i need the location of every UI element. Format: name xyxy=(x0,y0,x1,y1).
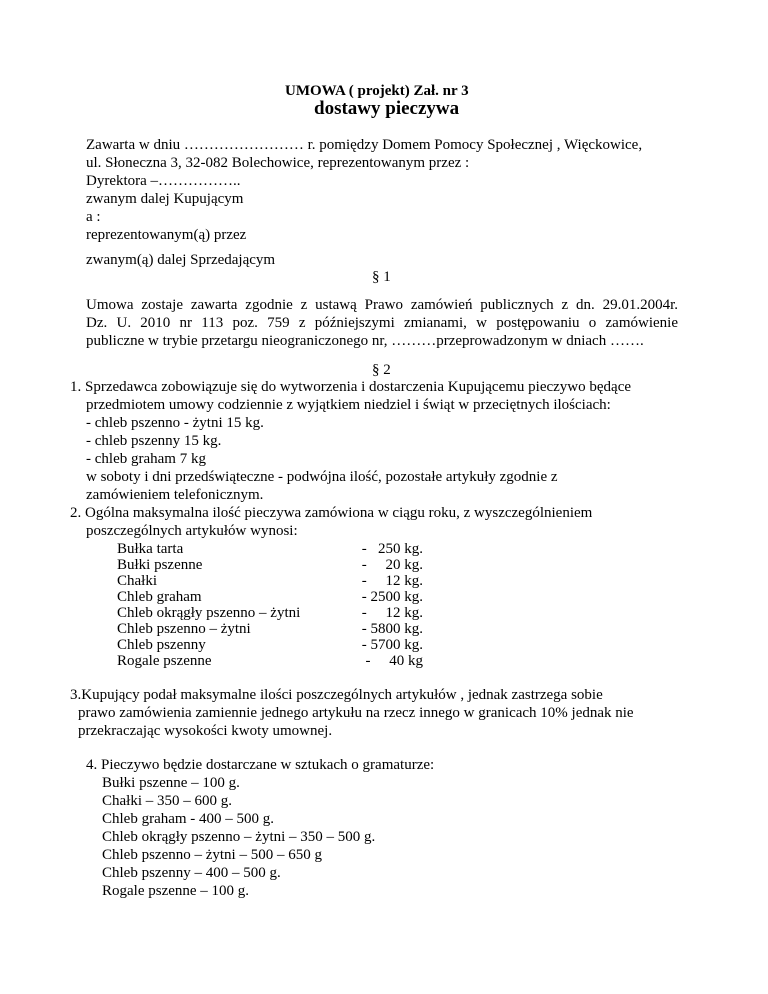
product-qty: - 5800 kg. xyxy=(361,621,423,637)
document-header: UMOWA ( projekt) Zał. nr 3 xyxy=(285,83,469,99)
intro-line: Dyrektora –…………….. xyxy=(86,173,241,189)
product-name: Chleb pszenny xyxy=(117,637,206,653)
paragraph-line: Rogale pszenne – 100 g. xyxy=(102,883,250,899)
product-qty: - 2500 kg. xyxy=(361,589,423,605)
intro-block xyxy=(86,136,678,244)
product-name: Chleb okrągły pszenno – żytni xyxy=(117,605,301,621)
product-qty: - 5700 kg. xyxy=(361,637,423,653)
section-1-title: § 1 xyxy=(372,269,391,285)
intro-line: zwanym dalej Kupującym xyxy=(86,191,244,207)
intro-line: ul. Słoneczna 3, 32-082 Bolechowice, reprezentowanym przez : xyxy=(86,155,470,171)
paragraph-line: w soboty i dni przedświąteczne - podwójna ilość, pozostałe artykuły zgodnie z xyxy=(86,469,558,485)
paragraph-line: publiczne w trybie przetargu nieograniczonego nr, ………przeprowadzonym w dniach ……. xyxy=(86,333,644,349)
paragraph-line: - chleb pszenno - żytni 15 kg. xyxy=(86,415,264,431)
section-2-point-1 xyxy=(70,378,690,540)
paragraph-line: poszczególnych artykułów wynosi: xyxy=(86,523,298,539)
section-2-point-4 xyxy=(86,756,686,900)
paragraph-line: Chleb pszenny – 400 – 500 g. xyxy=(102,865,281,881)
paragraph-line: Dz. U. 2010 nr 113 poz. 759 z późniejszymi zmianami, w postępowaniu o zamówienie xyxy=(86,315,678,331)
paragraph-line: Chleb okrągły pszenno – żytni – 350 – 500 g. xyxy=(102,829,376,845)
product-qty: - 250 kg. xyxy=(361,541,423,557)
intro-line: Zawarta w dniu …………………… r. pomiędzy Domem Pomocy Społecznej , Więckowice, xyxy=(86,137,643,153)
product-qty: - 12 kg. xyxy=(361,605,423,621)
product-name: Rogale pszenne xyxy=(117,653,212,669)
document-title: dostawy pieczywa xyxy=(314,98,460,119)
paragraph-line: Umowa zostaje zawarta zgodnie z ustawą Prawo zamówień publicznych z dn. 29.01.2004r. xyxy=(86,297,678,313)
product-names xyxy=(117,541,300,669)
product-qty: - 40 kg xyxy=(365,653,423,669)
paragraph-line: - chleb graham 7 kg xyxy=(86,451,206,467)
paragraph-line: 1. Sprzedawca zobowiązuje się do wytworzenia i dostarczenia Kupującemu pieczywo będące xyxy=(70,379,632,395)
product-quantities xyxy=(345,541,423,669)
paragraph-line: Bułki pszenne – 100 g. xyxy=(102,775,240,791)
product-name: Bułka tarta xyxy=(117,541,184,557)
intro-line: reprezentowanym(ą) przez xyxy=(86,227,247,243)
seller-line: zwanym(ą) dalej Sprzedającym xyxy=(86,252,276,268)
product-name: Chleb graham xyxy=(117,589,202,605)
paragraph-line: Chałki – 350 – 600 g. xyxy=(102,793,232,809)
paragraph-line: - chleb pszenny 15 kg. xyxy=(86,433,222,449)
product-name: Chałki xyxy=(117,573,157,589)
paragraph-line: 2. Ogólna maksymalna ilość pieczywa zamówiona w ciągu roku, z wyszczególnieniem xyxy=(70,505,593,521)
product-qty: - 12 kg. xyxy=(361,573,423,589)
intro-line: a : xyxy=(86,209,101,225)
paragraph-line: 4. Pieczywo będzie dostarczane w sztukach o gramaturze: xyxy=(86,757,435,773)
section-2-point-3 xyxy=(70,686,690,740)
section-1-body xyxy=(86,296,678,350)
paragraph-line: zamówieniem telefonicznym. xyxy=(86,487,264,503)
product-name: Chleb pszenno – żytni xyxy=(117,621,251,637)
paragraph-line: Chleb pszenno – żytni – 500 – 650 g xyxy=(102,847,322,863)
section-2-title: § 2 xyxy=(372,362,391,378)
paragraph-line: przedmiotem umowy codziennie z wyjątkiem niedziel i świąt w przeciętnych ilościach: xyxy=(86,397,611,413)
paragraph-line: przekraczając wysokości kwoty umownej. xyxy=(78,723,333,739)
product-qty: - 20 kg. xyxy=(361,557,423,573)
paragraph-line: 3.Kupujący podał maksymalne ilości poszczególnych artykułów , jednak zastrzega sobie xyxy=(70,687,603,703)
paragraph-line: prawo zamówienia zamiennie jednego artykułu na rzecz innego w granicach 10% jednak nie xyxy=(78,705,634,721)
paragraph-line: Chleb graham - 400 – 500 g. xyxy=(102,811,275,827)
product-name: Bułki pszenne xyxy=(117,557,203,573)
